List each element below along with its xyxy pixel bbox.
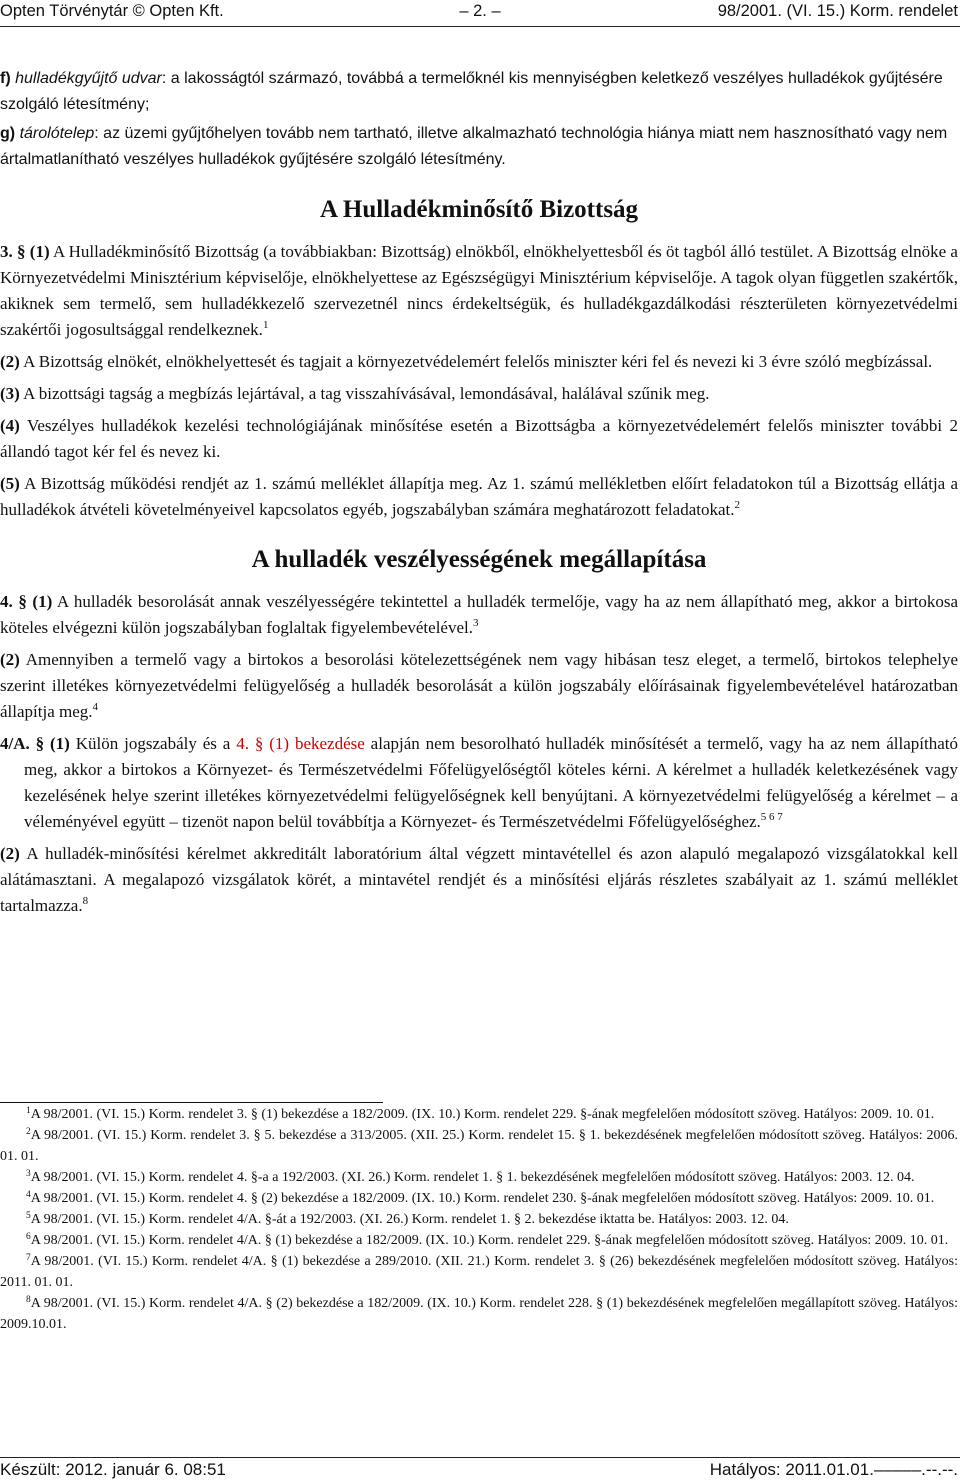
paragraph-4a-1: 4/A. § (1) Külön jogszabály és a 4. § (1) bekezdése alapján nem besorolható hulladék minősítését a termelő, vagy ha az nem állapítható meg, akkor a birtokos a Környezet- és Természetvédelmi Főfelügyelőségtől köteles kérni. A kérelmet a hulladék keletkezésének vagy kezelésének helye szerint illetékes környezetvédelmi felügyelőségnek kell benyújtani. A környezetvédelmi felügyelőség a kérelmet – a véleményével együtt – tizenöt napon belül továbbítja a Környezet- és Természetvédelmi Főfelügyelőséghez.$^{5 6 7}$ <box>0 734 959 831</box>
section-title: A hulladék veszélyességének megállapítása <box>251 546 707 573</box>
footnote-ref[interactable]: 2 <box>734 499 740 511</box>
header-document-title: 98/2001. (VI. 15.) Korm. rendelet <box>717 2 958 20</box>
definition-term: tárolótelep <box>19 125 95 142</box>
paragraph-3-1: 3. § (1) A Hulladékminősítő Bizottság (a továbbiakban: Bizottság) elnökből, elnökhelyettesből és öt tagból álló testület. A Bizottság elnöke a Környezetvédelmi Minisztérium képviselője, elnökhelyettese az Egészségügyi Minisztérium képviselője. A tagok olyan független szakértők, akiknek sem termelő, sem hulladékkezelő szervezetnél nincs érdekeltségük, és hulladékgazdálkodási részterületen környezetvédelmi szakértői jogosultsággal rendelkeznek.$^1$ <box>0 242 958 339</box>
paragraph-4a-2: (2) A hulladék-minősítési kérelmet akkreditált laboratórium által végzett mintavétellel és azon alapuló megalapozó vizsgálatokkal kell alátámasztani. A megalapozó vizsgálatok körét, a mintavétel rendjét és a minősítési eljárás részletes szabályait az 1. számú melléklet tartalmazza.$^8$ <box>0 844 958 915</box>
footnote: $^7$A 98/2001. (VI. 15.) Korm. rendelet 4/A. § (1) bekezdése a 289/2010. (XII. 21.) Korm. rendelet 3. § (26) bekezdésének megfelelően módosított szöveg. Hatályos: 2011. 01. 01. <box>0 1253 958 1290</box>
cross-reference-link[interactable]: 4. § (1) bekezdése <box>236 734 365 753</box>
footnote-separator <box>0 1102 383 1103</box>
definition-term: hulladékgyűjtő udvar <box>15 70 162 87</box>
footnote-ref[interactable]: 4 <box>92 701 99 713</box>
footnote: $^6$A 98/2001. (VI. 15.) Korm. rendelet 4/A. § (1) bekezdése a 182/2009. (IX. 10.) Korm. rendelet 229. §-ának megfelelően módosított szöveg. Hatályos: 2009. 10. 01. <box>26 1232 949 1248</box>
footer-created: Készült: 2012. január 6. 08:51 <box>0 1460 226 1479</box>
footnote-ref[interactable]: 8 <box>82 895 89 907</box>
footnote: $^5$A 98/2001. (VI. 15.) Korm. rendelet 4/A. §-át a 192/2003. (XI. 26.) Korm. rendelet 1. § 2. bekezdése iktatta be. Hatályos: 2003. 12. 04. <box>26 1211 789 1227</box>
page-footer <box>0 1460 960 1484</box>
footer-rule <box>0 1457 960 1458</box>
definition-item-g: g) tárolótelep: az üzemi gyűjtőhelyen tovább nem tartható, illetve alkalmazható technológia hiánya miatt nem hasznosítható vagy nem ártalmatlanítható veszélyes hulladékok gyűjtésére szolgáló létesítmény. <box>0 125 948 168</box>
paragraph-3-4: (4) Veszélyes hulladékok kezelési technológiájának minősítése esetén a Bizottságba a környezetvédelemért felelős miniszter további 2 állandó tagot kér fel és nevez ki. <box>0 416 958 461</box>
footer-effective: Hatályos: 2011.01.01.–––––.--.--. <box>709 1460 958 1479</box>
page-header <box>0 2 960 26</box>
footnote-ref[interactable]: 1 <box>262 319 269 331</box>
definition-item-f: f) hulladékgyűjtő udvar: a lakosságtól származó, továbbá a termelőknél kis mennyiségben keletkező veszélyes hulladékok gyűjtésére szolgáló létesítmény; <box>0 70 943 113</box>
header-page-number: – 2. – <box>459 2 501 20</box>
footnote: $^1$A 98/2001. (VI. 15.) Korm. rendelet 3. § (1) bekezdése a 182/2009. (IX. 10.) Korm. rendelet 229. §-ának megfelelően módosított szöveg. Hatályos: 2009. 10. 01. <box>26 1106 935 1122</box>
paragraph-4-2: (2) Amennyiben a termelő vagy a birtokos a besorolási kötelezettségének nem vagy hibásan tesz eleget, a termelő, birtokos telephelye szerint illetékes környezetvédelmi felügyelőség a hulladék besorolását a külön jogszabály előírásainak figyelembevételével határozatban állapítja meg.$^4$ <box>0 650 958 721</box>
document-body <box>0 66 958 925</box>
paragraph-3-3: (3) A bizottsági tagság a megbízás lejártával, a tag visszahívásával, lemondásával, halálával szűnik meg. <box>0 384 710 403</box>
header-publisher: Opten Törvénytár © Opten Kft. <box>0 2 224 20</box>
footnote: $^8$A 98/2001. (VI. 15.) Korm. rendelet 4/A. § (2) bekezdése a 182/2009. (IX. 10.) Korm. rendelet 228. § (1) bekezdésének megfelelően megállapított szöveg. Hatályos: 2009.10.01. <box>0 1295 958 1332</box>
footnote: $^4$A 98/2001. (VI. 15.) Korm. rendelet 4. § (2) bekezdése a 182/2009. (IX. 10.) Korm. rendelet 230. §-ának megfelelően módosított szöveg. Hatályos: 2009. 10. 01. <box>26 1190 935 1206</box>
paragraph-3-5: (5) A Bizottság működési rendjét az 1. számú melléklet állapítja meg. Az 1. számú mellékletben előírt feladatokon túl a Bizottság ellátja a hulladékok átvételi követelményeivel kapcsolatos egyéb, jogszabályban számára meghatározott feladatokat.$^2$ <box>0 474 958 519</box>
section-title: A Hulladékminősítő Bizottság <box>319 196 639 223</box>
paragraph-3-2: (2) A Bizottság elnökét, elnökhelyettesét és tagjait a környezetvédelemért felelős miniszter kéri fel és nevezi ki 3 évre szóló megbízással. <box>0 352 933 371</box>
footnotes <box>0 1104 958 1335</box>
footnote-ref[interactable]: 3 <box>473 617 479 629</box>
header-rule <box>0 26 960 27</box>
footnote-ref[interactable]: 5 6 7 <box>760 811 783 823</box>
footnote: $^2$A 98/2001. (VI. 15.) Korm. rendelet 3. § 5. bekezdése a 313/2005. (XII. 25.) Korm. rendelet 15. § 1. bekezdésének megfelelően módosított szöveg. Hatályos: 2006. 01. 01. <box>0 1127 958 1164</box>
footnote: $^3$A 98/2001. (VI. 15.) Korm. rendelet 4. §-a a 192/2003. (XI. 26.) Korm. rendelet 1. § 1. bekezdésének megfelelően módosított szöveg. Hatályos: 2003. 12. 04. <box>26 1169 915 1185</box>
paragraph-4-1: 4. § (1) A hulladék besorolását annak veszélyességére tekintettel a hulladék termelője, vagy ha az nem állapítható meg, akkor a birtokosa köteles elvégezni külön jogszabályban foglaltak figyelembevételével.$^3$ <box>0 592 959 637</box>
